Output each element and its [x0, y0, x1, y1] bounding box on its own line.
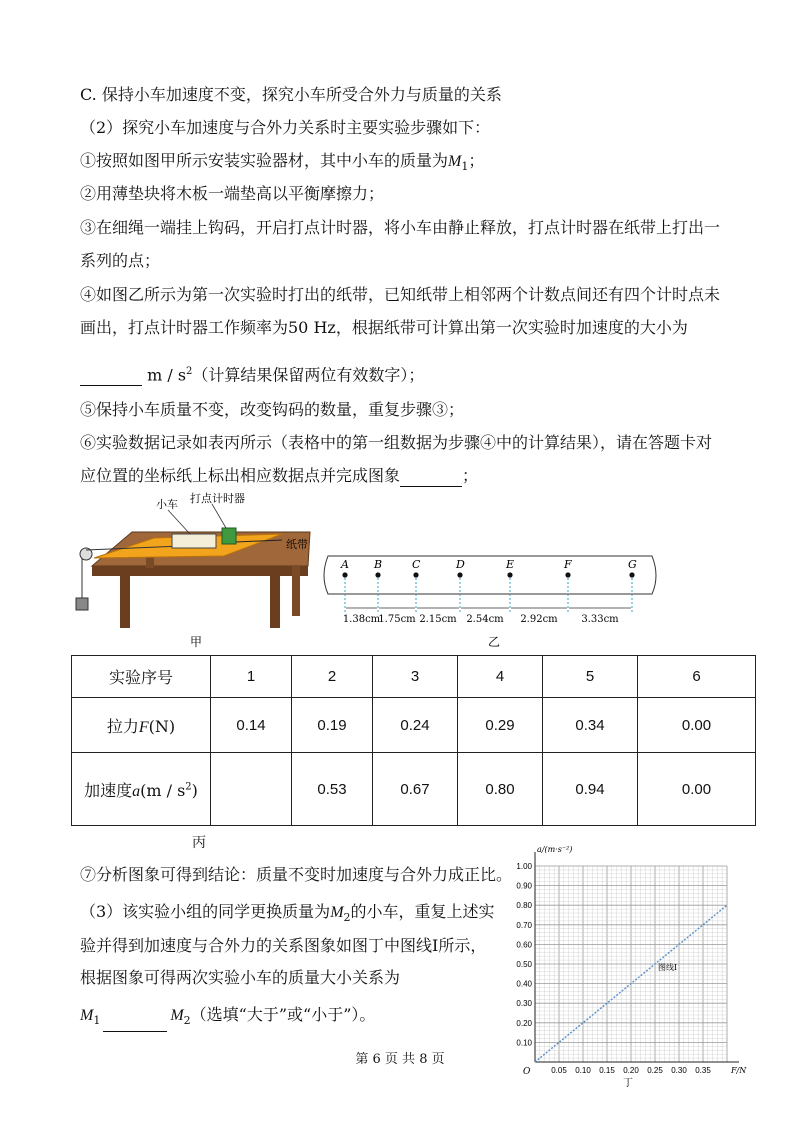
- tape-point: [375, 572, 380, 577]
- caption-jia: 甲: [190, 635, 203, 649]
- answer-blank-mass[interactable]: [103, 1013, 167, 1032]
- section-3-cont2: 根据图象可得两次实验小车的质量大小关系为: [80, 968, 401, 987]
- step-4: ④如图乙所示为第一次实验时打出的纸带，已知纸带上相邻两个计数点间还有四个计时点未: [80, 285, 721, 304]
- hanging-weight: [76, 598, 88, 610]
- gap-label: 1.75cm: [378, 614, 416, 625]
- figure-yi: [320, 546, 665, 656]
- unit-sup: 2: [186, 366, 193, 377]
- y-tick-label: 0.50: [516, 960, 532, 969]
- section-3: [80, 901, 495, 929]
- step-1-end: ；: [468, 151, 485, 170]
- data-table: [71, 655, 756, 826]
- unit-ms2: m / s: [147, 365, 187, 385]
- m1-var: M: [448, 153, 462, 170]
- option-c: C. 保持小车加速度不变，探究小车所受合外力与质量的关系: [80, 85, 502, 104]
- select-note: （选填“大于”或“小于”）。: [190, 1005, 376, 1024]
- section-3-answer: [80, 1004, 375, 1032]
- chart-grid: [535, 866, 727, 1062]
- step-4-answer: [80, 361, 424, 386]
- caption-bing: 丙: [192, 835, 206, 851]
- tape-point-label: D: [456, 558, 465, 571]
- gap-label: 2.92cm: [520, 614, 558, 625]
- y-tick-label: 0.70: [516, 920, 532, 930]
- table-header-cell: 5: [543, 656, 638, 698]
- gap-label: 3.33cm: [581, 614, 619, 625]
- table-header-cell: 实验序号: [72, 656, 211, 698]
- y-tick-label: 0.90: [516, 881, 532, 891]
- x-tick-label: 0.25: [647, 1066, 663, 1075]
- table-cell: 0.34: [543, 698, 638, 753]
- section-3-cont: 验并得到加速度与合外力的关系图象如图丁中图线Ⅰ所示，: [80, 936, 487, 955]
- step-6-cont: [80, 465, 478, 487]
- table-cell: [211, 753, 292, 826]
- timer: [222, 528, 236, 544]
- m2-sub-b: 2: [183, 1014, 191, 1028]
- table-cell: 0.19: [292, 698, 373, 753]
- table-cell: 0.53: [292, 753, 373, 826]
- y-tick-label: 0.40: [516, 979, 532, 989]
- step-6: ⑥实验数据记录如表丙所示（表格中的第一组数据为步骤④中的计算结果），请在答题卡对: [80, 433, 713, 452]
- x-axis-label: F/N: [731, 1066, 747, 1075]
- step-1-text: ①按照如图甲所示安装实验器材，其中小车的质量为: [80, 151, 449, 170]
- x-tick-label: 0.35: [695, 1066, 711, 1075]
- tape-label: 纸带: [286, 538, 308, 551]
- table-header-cell: 3: [373, 656, 458, 698]
- table-cell: 0.24: [373, 698, 458, 753]
- tape-point-label: B: [374, 558, 383, 571]
- tape-point-label: E: [506, 558, 515, 571]
- caption-yi: 乙: [488, 635, 501, 649]
- table-header-cell: 4: [458, 656, 543, 698]
- x-tick-label: 0.15: [599, 1066, 615, 1075]
- table-header-cell: 1: [211, 656, 292, 698]
- y-axis-label: a/(m·s⁻²): [537, 845, 573, 854]
- x-tick-label: 0.10: [575, 1066, 591, 1075]
- tape-point: [457, 572, 462, 577]
- row-label-accel: 加速度$a(m / s^2)$: [72, 753, 211, 826]
- cart-label: 小车: [156, 498, 178, 511]
- table-cell: 0.29: [458, 698, 543, 753]
- tape-point-label: G: [628, 558, 637, 571]
- step-6-end: ；: [462, 466, 479, 485]
- step-5: ⑤保持小车质量不变，改变钩码的数量，重复步骤③；: [80, 400, 465, 419]
- x-tick-label: 0.20: [623, 1066, 639, 1075]
- y-tick-label: 0.30: [516, 999, 532, 1009]
- table-cell: 0.80: [458, 753, 543, 826]
- tape-point: [629, 572, 634, 577]
- m1-sub: 1: [461, 160, 469, 174]
- page-footer: 第 6 页 共 8 页: [355, 1052, 445, 1067]
- tape-point: [565, 572, 570, 577]
- table-header-cell: 2: [292, 656, 373, 698]
- answer-blank-accel[interactable]: [80, 367, 142, 386]
- figure-jia: [72, 490, 332, 652]
- section-2-intro: （2）探究小车加速度与合外力关系时主要实验步骤如下：: [80, 118, 491, 137]
- x-tick-label: 0.30: [671, 1066, 687, 1075]
- tape-point-label: C: [412, 558, 421, 571]
- section-3-text: （3）该实验小组的同学更换质量为: [80, 902, 331, 921]
- tape-point-label: F: [564, 558, 572, 571]
- table-cell: 0.00: [638, 698, 756, 753]
- y-tick-label: 0.60: [516, 940, 532, 950]
- step-3-cont: 系列的点；: [80, 251, 161, 270]
- m2-sub: 2: [343, 911, 351, 925]
- origin-label: O: [523, 1067, 531, 1077]
- gap-label: 2.15cm: [419, 614, 457, 625]
- y-tick-label: 1.00: [516, 862, 532, 871]
- tape-point: [342, 572, 347, 577]
- step-1: [80, 150, 484, 178]
- gap-label: 2.54cm: [466, 614, 504, 625]
- chart-caption: 丁: [623, 1078, 633, 1089]
- m2-var: M: [330, 904, 344, 921]
- y-tick-label: 0.10: [516, 1038, 532, 1048]
- step-6-text: 应位置的坐标纸上标出相应数据点并完成图象: [80, 466, 401, 485]
- table-cell: 0.67: [373, 753, 458, 826]
- step-4-cont: 画出，打点计时器工作频率为50 Hz，根据纸带可计算出第一次实验时加速度的大小为: [80, 318, 688, 337]
- table-cell: 0.94: [543, 753, 638, 826]
- tape-point-label: A: [341, 558, 349, 571]
- m1-var-b: M: [80, 1007, 94, 1024]
- cart: [172, 534, 216, 548]
- tape-point: [507, 572, 512, 577]
- gap-label: 1.38cm: [342, 614, 381, 625]
- x-tick-label: 0.05: [551, 1066, 567, 1075]
- tape-point: [413, 572, 418, 577]
- table-header-cell: 6: [638, 656, 756, 698]
- y-tick-label: 0.80: [516, 901, 532, 911]
- table-cell: 0.00: [638, 753, 756, 826]
- m2-var-b: M: [170, 1007, 184, 1024]
- step-2: ②用薄垫块将木板一端垫高以平衡摩擦力；: [80, 184, 385, 203]
- step-7: ⑦分析图象可得到结论：质量不变时加速度与合外力成正比。: [80, 865, 513, 884]
- table-cell: 0.14: [211, 698, 292, 753]
- m1-sub-b: 1: [93, 1014, 101, 1028]
- section-3-text2: 的小车，重复上述实: [350, 902, 495, 921]
- y-tick-label: 0.20: [516, 1018, 532, 1028]
- row-label-force: 拉力F(N): [72, 698, 211, 753]
- timer-label: 打点计时器: [190, 492, 245, 505]
- answer-blank-graph[interactable]: [400, 468, 462, 487]
- step-3: ③在细绳一端挂上钩码，开启打点计时器，将小车由静止释放，打点计时器在纸带上打出一: [80, 218, 721, 237]
- series-label-1: 图线Ⅰ: [658, 962, 678, 972]
- step-4-note: （计算结果保留两位有效数字）；: [192, 365, 425, 385]
